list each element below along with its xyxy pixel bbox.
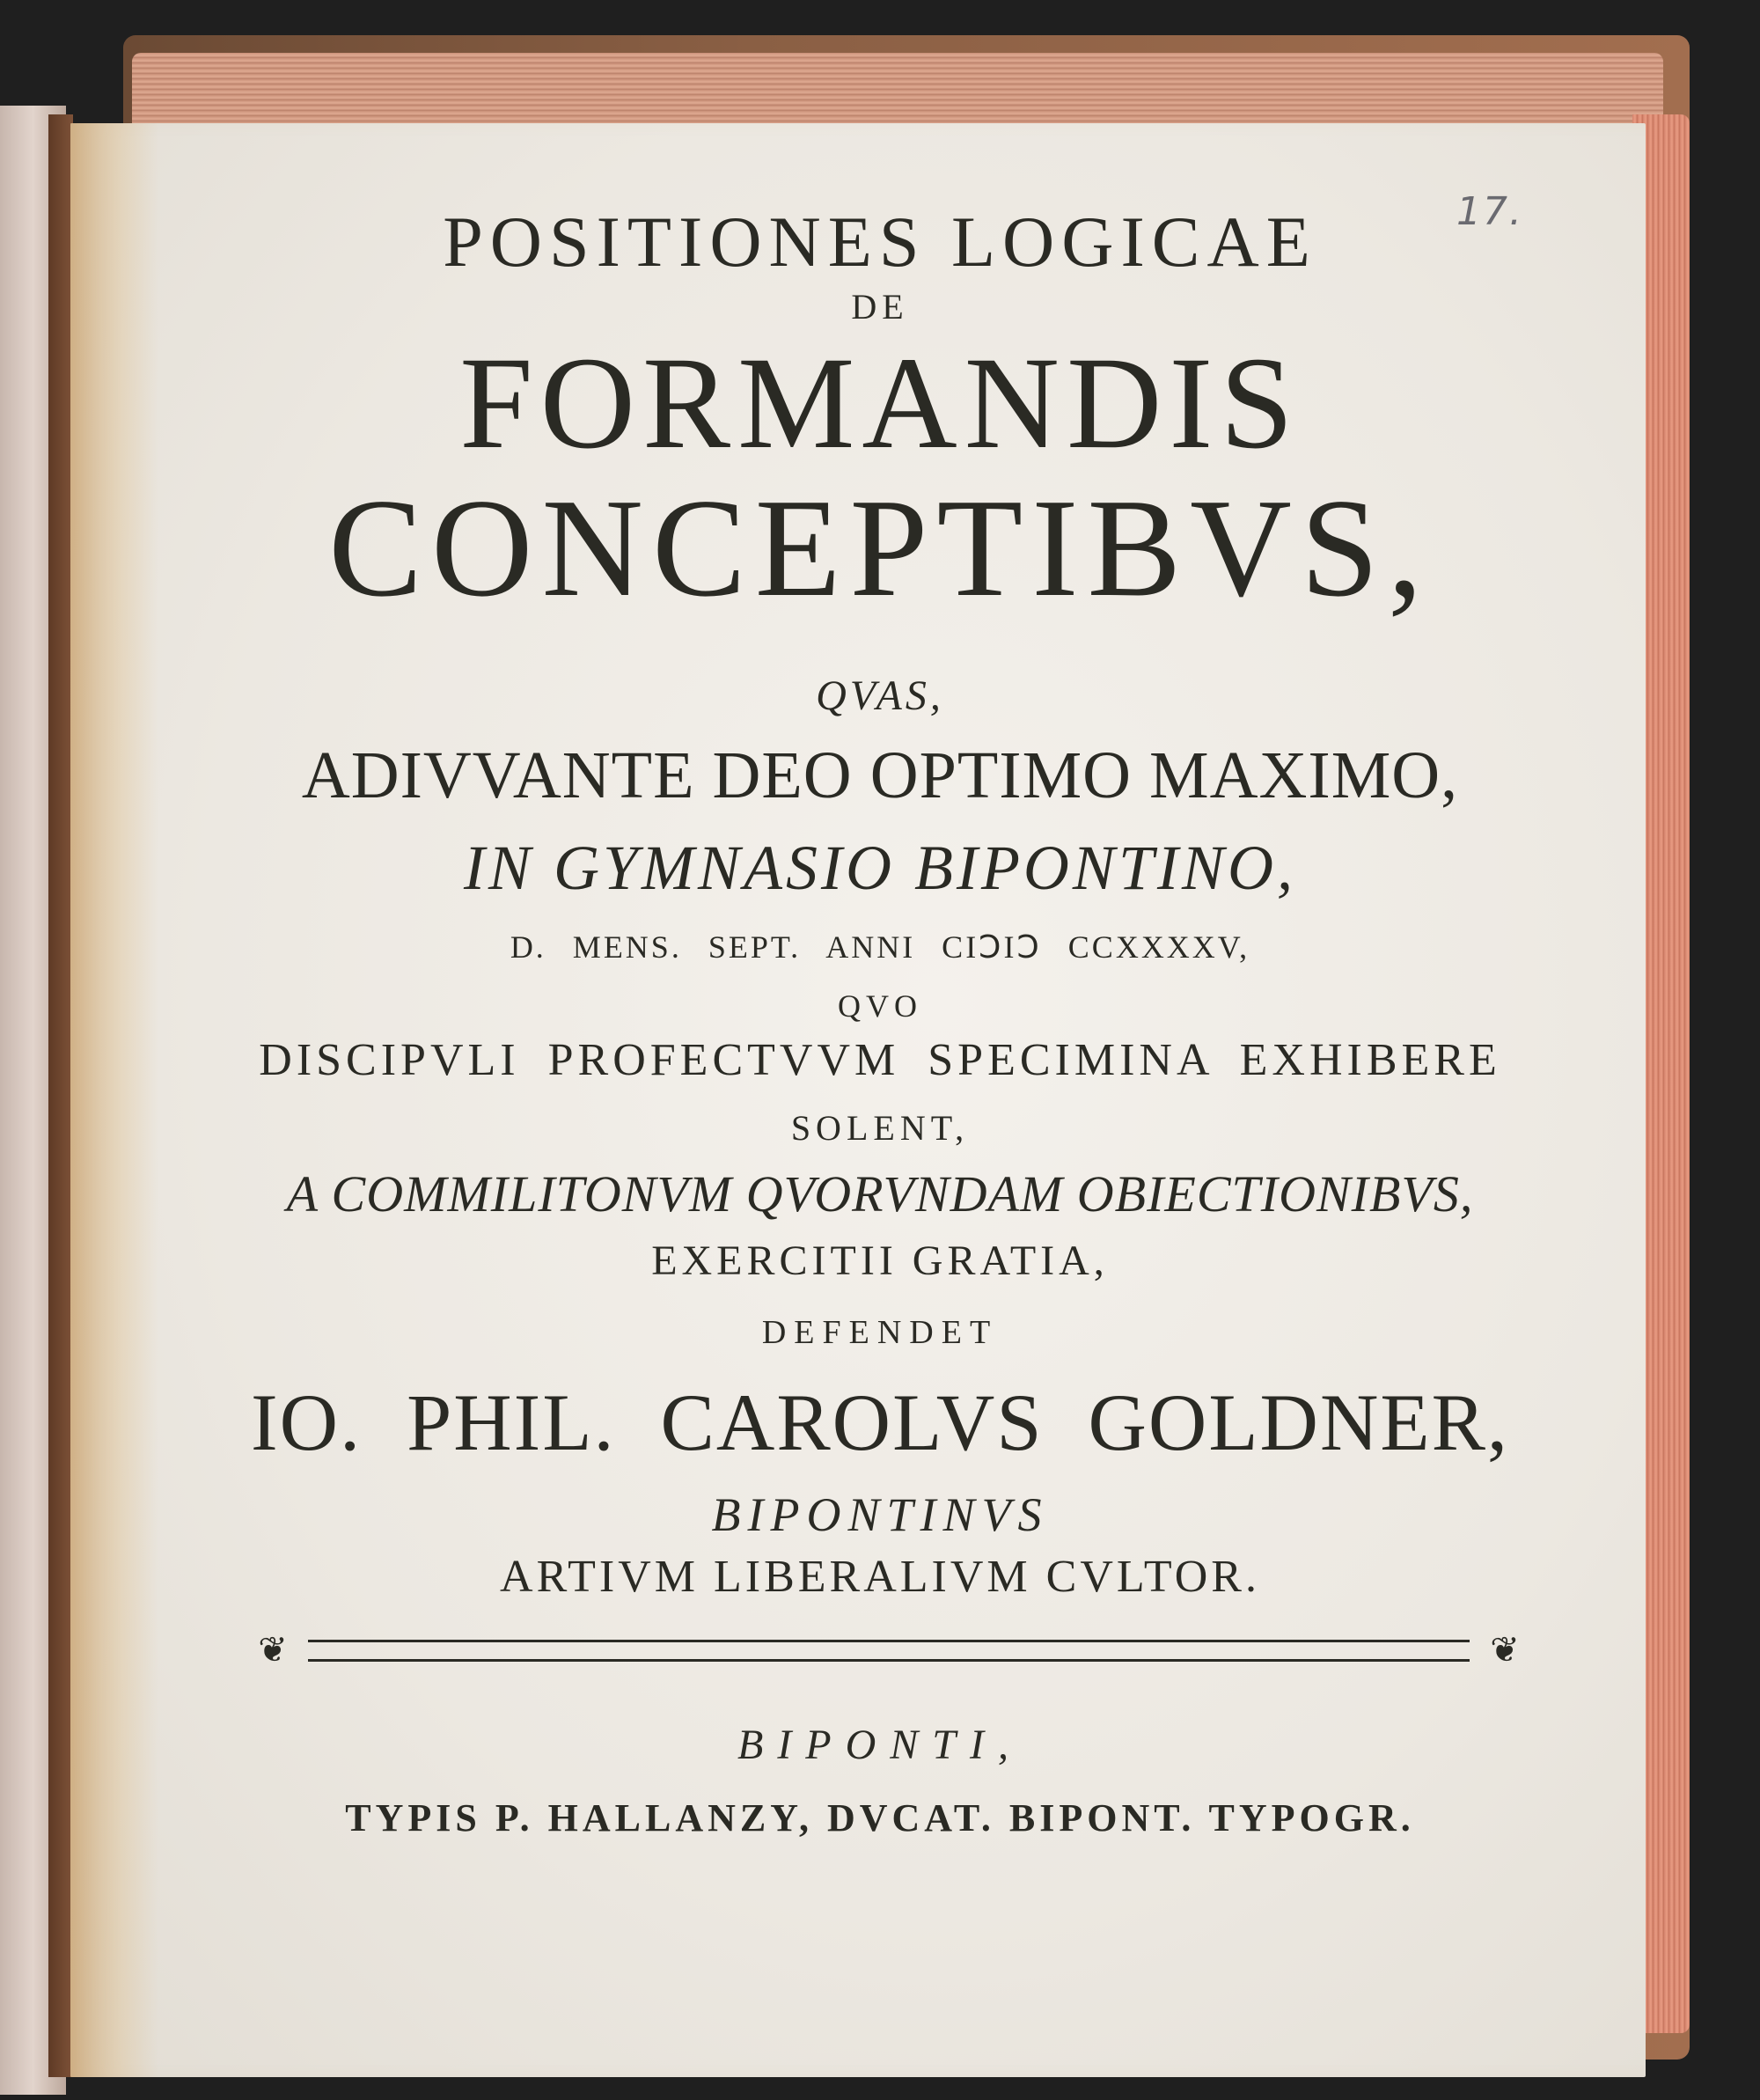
rule-line-top — [308, 1640, 1470, 1642]
fleuron-left-icon: ❦ — [258, 1630, 288, 1670]
fleuron-right-icon: ❦ — [1490, 1630, 1520, 1670]
line-quo: QVO — [838, 988, 922, 1024]
line-defendet: DEFENDET — [761, 1314, 999, 1351]
line-bipontinus: BIPONTINVS — [711, 1488, 1049, 1541]
line-solent: SOLENT, — [790, 1108, 970, 1148]
ornamental-rule — [246, 1630, 1531, 1670]
line-gymnasio: IN GYMNASIO BIPONTINO, — [464, 833, 1296, 903]
line-artium: ARTIVM LIBERALIVM CVLTOR. — [500, 1552, 1260, 1602]
line-quas: QVAS, — [816, 672, 944, 719]
imprint-printer: TYPIS P. HALLANZY, DVCAT. BIPONT. TYPOGR. — [345, 1796, 1415, 1839]
title-line-de: DE — [851, 287, 909, 327]
author-name: IO. PHIL. CAROLVS GOLDNER, — [251, 1377, 1509, 1467]
spine — [48, 114, 73, 2077]
title-line-positiones: POSITIONES LOGICAE — [443, 202, 1317, 282]
line-adiuvante: ADIVVANTE DEO OPTIMO MAXIMO, — [301, 738, 1459, 812]
line-discipuli: DISCIPVLI PROFECTVVM SPECIMINA EXHIBERE — [259, 1035, 1501, 1085]
line-commilitonum: A COMMILITONVM QVORVNDAM OBIECTIONIBVS, — [286, 1165, 1474, 1223]
page-stain — [70, 123, 158, 2077]
title-line-formandis: FORMANDIS — [459, 330, 1301, 476]
rule-line-bottom — [308, 1659, 1470, 1662]
title-line-conceptibus: CONCEPTIBVS, — [328, 469, 1432, 626]
line-date: D. MENS. SEPT. ANNI CIↃIↃ CCXXXXV, — [510, 929, 1250, 965]
page-edges-top — [132, 53, 1663, 132]
line-exercitii: EXERCITII GRATIA, — [651, 1237, 1109, 1284]
imprint-place: BIPONTI, — [737, 1722, 1023, 1768]
handwritten-page-number: 17. — [1456, 189, 1523, 234]
